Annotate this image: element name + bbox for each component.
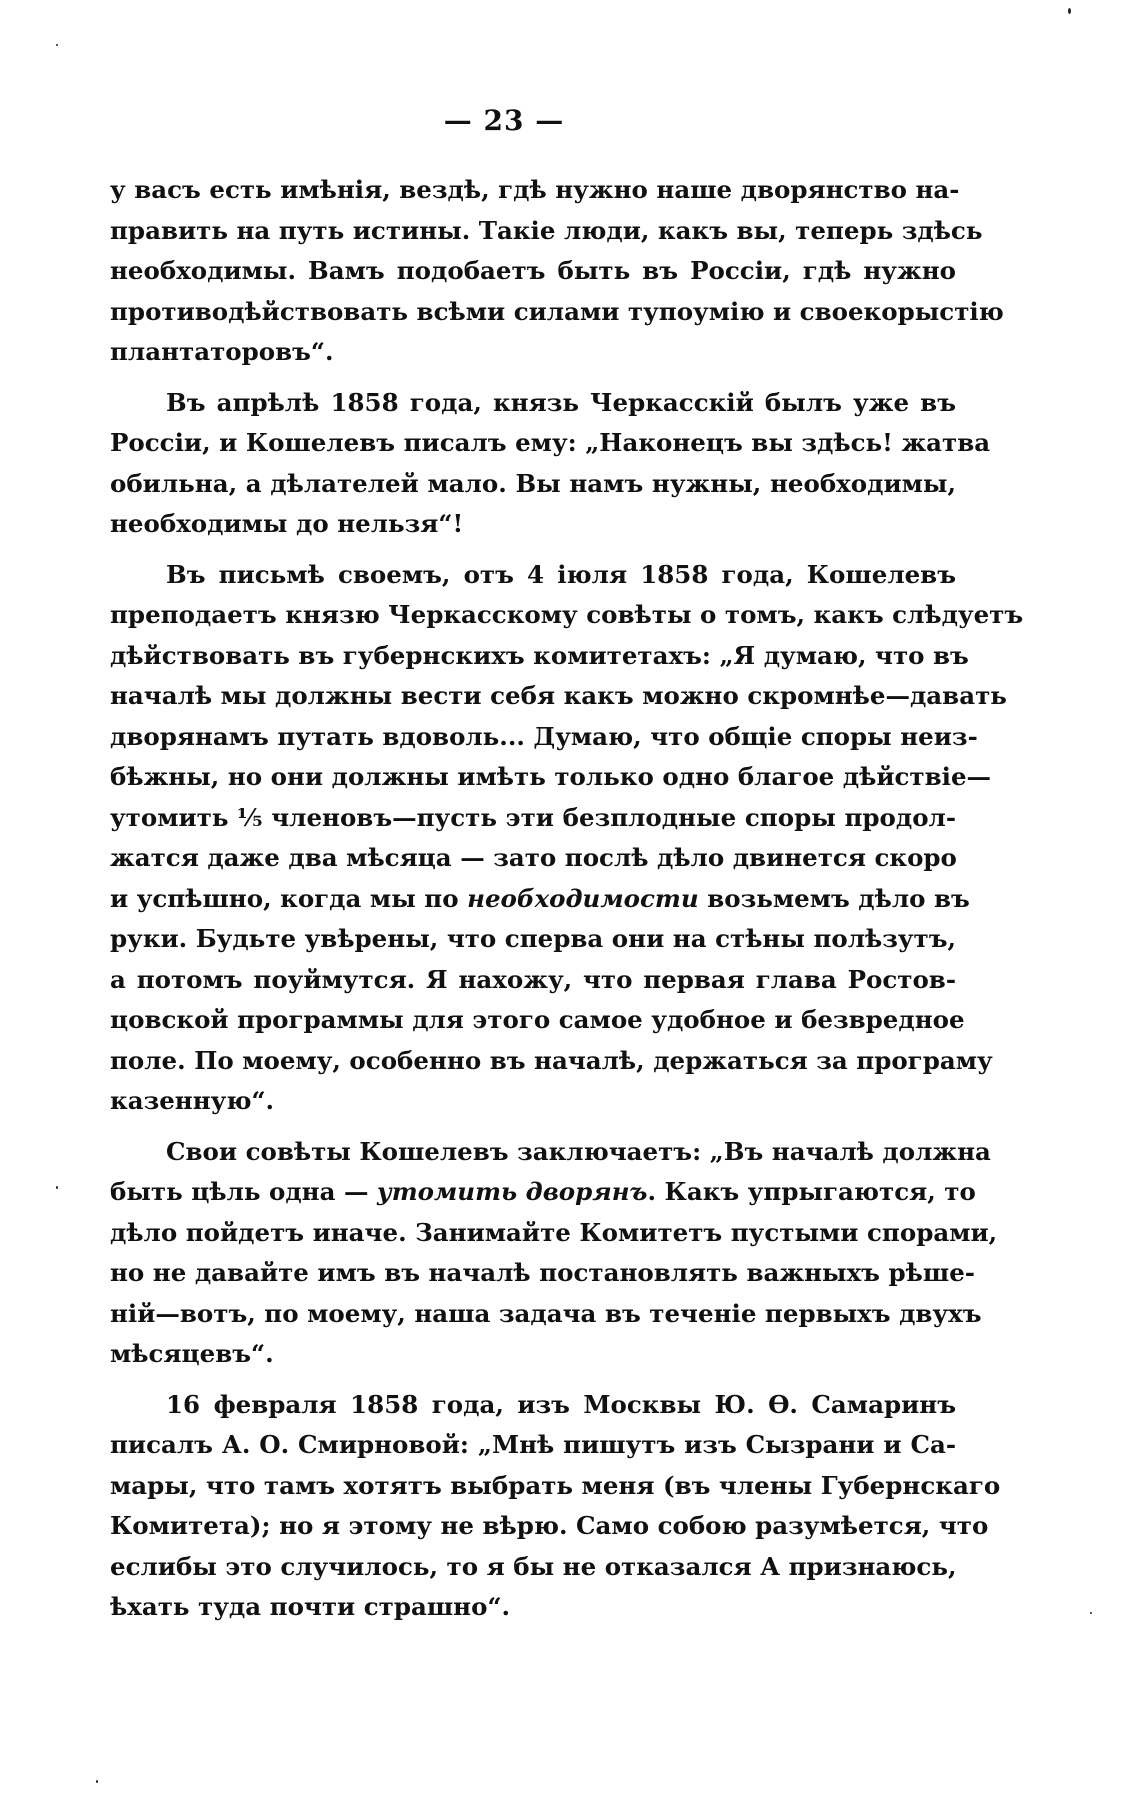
text-line: Свои совѣты Кошелевъ заключаетъ: „Въ началѣ должна xyxy=(166,1136,991,1166)
text-line: ѣхать туда почти страшно“. xyxy=(110,1592,511,1621)
paragraph-5 xyxy=(110,1385,1001,1628)
text-line: и успѣшно, когда мы по необходимости возьмемъ дѣло въ xyxy=(110,883,970,913)
scan-speck xyxy=(56,44,58,46)
text-line: Комитета); но я этому не вѣрю. Само собою разумѣется, что xyxy=(110,1511,989,1540)
paragraph-3 xyxy=(110,555,1024,1122)
text-line: необходимы до нельзя“! xyxy=(110,509,464,538)
text-line: обильна, а дѣлателей мало. Вы намъ нужны, необходимы, xyxy=(110,468,956,498)
paragraph-2 xyxy=(110,383,991,545)
text-line: быть цѣль одна — утомить дворянъ. Какъ упрыгаются, то xyxy=(110,1177,976,1206)
paragraph-1 xyxy=(110,170,1004,373)
text-line: Въ письмѣ своемъ, отъ 4 іюля 1858 года, Кошелевъ xyxy=(166,559,956,589)
text-line: мѣсяцевъ“. xyxy=(110,1339,274,1368)
text-line: началѣ мы должны вести себя какъ можно скромнѣе—давать xyxy=(110,681,1007,710)
text-line: 16 февраля 1858 года, изъ Москвы Ю. Ѳ. Самаринъ xyxy=(166,1389,956,1419)
text-line: дѣло пойдетъ иначе. Занимайте Комитетъ пустыми спорами, xyxy=(110,1217,998,1247)
italic-emphasis: утомить дворянъ xyxy=(377,1177,648,1206)
scan-speck xyxy=(56,1186,58,1189)
scan-speck xyxy=(1090,1612,1092,1614)
text-line: писалъ А. О. Смирновой: „Мнѣ пишутъ изъ Сызрани и Са- xyxy=(110,1430,956,1459)
text-line: но не давайте имъ въ началѣ постановлять важныхъ рѣше- xyxy=(110,1258,975,1287)
text-line: преподаетъ князю Черкасскому совѣты о томъ, какъ слѣдуетъ xyxy=(110,600,1024,629)
text-line: цовской программы для этого самое удобное и безвредное xyxy=(110,1005,965,1034)
text-line: мары, что тамъ хотятъ выбрать меня (въ члены Губернскаго xyxy=(110,1470,1001,1500)
text-line: Россіи, и Кошелевъ писалъ ему: „Наконецъ вы здѣсь! жатва xyxy=(110,428,991,457)
text-line: а потомъ поуймутся. Я нахожу, что первая глава Ростов- xyxy=(110,964,956,994)
page-number: — 23 — xyxy=(443,104,565,137)
scan-speck xyxy=(96,1780,98,1783)
scan-speck xyxy=(1068,8,1071,14)
text-line: руки. Будьте увѣрены, что сперва они на стѣны полѣзутъ, xyxy=(110,924,957,953)
text-line: ній—вотъ, по моему, наша задача въ теченіе первыхъ двухъ xyxy=(110,1298,982,1328)
text-line: противодѣйствовать всѣми силами тупоумію и своекорыстію xyxy=(110,296,1004,326)
text-line: Въ апрѣлѣ 1858 года, князь Черкасскій былъ уже въ xyxy=(166,387,956,417)
text-line: плантаторовъ“. xyxy=(110,337,334,366)
text-line: казенную“. xyxy=(110,1086,275,1115)
text-body xyxy=(110,170,1024,1638)
text-line: дворянамъ путать вдоволь... Думаю, что общіе споры неиз- xyxy=(110,721,978,751)
text-line: поле. По моему, особенно въ началѣ, держаться за програму xyxy=(110,1045,993,1075)
text-line: необходимы. Вамъ подобаетъ быть въ Россіи, гдѣ нужно xyxy=(110,256,956,285)
paragraph-4 xyxy=(110,1132,998,1375)
text-line: дѣйствовать въ губернскихъ комитетахъ: „Я думаю, что въ xyxy=(110,640,969,670)
text-line: жатся даже два мѣсяца — зато послѣ дѣло двинется скоро xyxy=(110,843,957,872)
text-line: у васъ есть имѣнія, вездѣ, гдѣ нужно наше дворянство на- xyxy=(110,175,960,204)
text-line: утомить ⅕ членовъ—пусть эти безплодные споры продол- xyxy=(110,802,956,832)
text-line: бѣжны, но они должны имѣть только одно благое дѣйствіе— xyxy=(110,762,992,791)
italic-emphasis: необходимости xyxy=(467,883,699,913)
text-line: править на путь истины. Такіе люди, какъ вы, теперь здѣсь xyxy=(110,215,983,245)
text-line: еслибы это случилось, то я бы не отказался А признаюсь, xyxy=(110,1551,957,1581)
